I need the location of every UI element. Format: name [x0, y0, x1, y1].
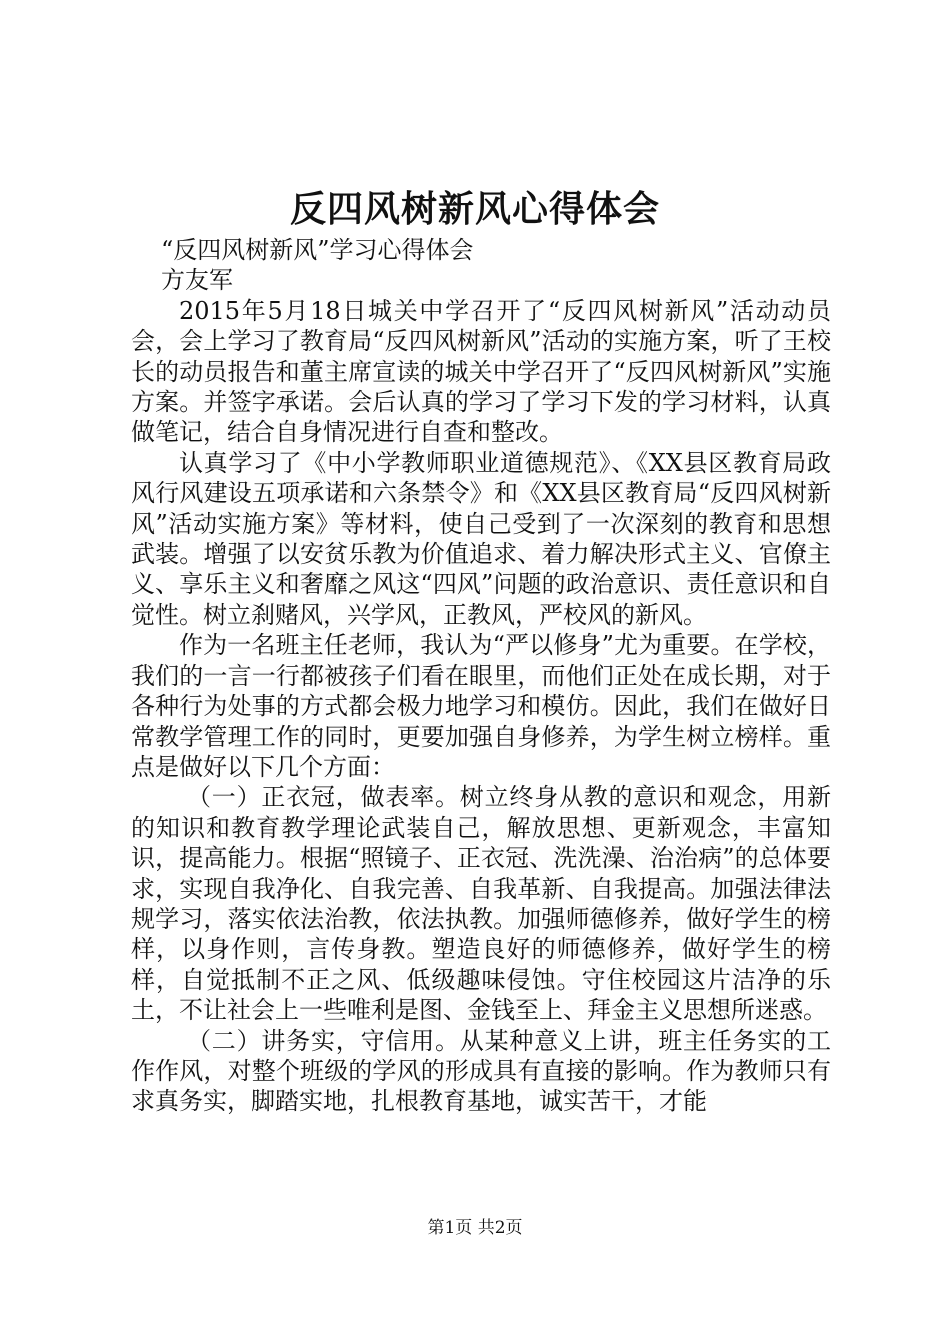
page-footer: 第1页 共2页: [427, 1218, 523, 1238]
paragraph-1: 2015年5月18日城关中学召开了“反四风树新风”活动动员会，会上学习了教育局“反四风树新风”活动的实施方案，听了王校长的动员报告和董主席宣读的城关中学召开了“反四风树新风”实施方案。并签字承诺。会后认真的学习了学习下发的学习材料，认真做笔记，结合自身情况进行自查和整改。: [131, 296, 831, 447]
paragraph-5: （二）讲务实，守信用。从某种意义上讲，班主任务实的工作作风，对整个班级的学风的形成具有直接的影响。作为教师只有求真务实，脚踏实地，扎根教育基地，诚实苦干，才能: [131, 1026, 831, 1116]
document-title: 反四风树新风心得体会: [289, 188, 660, 230]
paragraph-4: （一）正衣冠，做表率。树立终身从教的意识和观念，用新的知识和教育教学理论武装自己，解放思想、更新观念，丰富知识，提高能力。根据“照镜子、正衣冠、洗洗澡、治治病”的总体要求，实现自我净化、自我完善、自我革新、自我提高。加强法律法规学习，落实依法治教，依法执教。加强师德修养，做好学生的榜样，以身作则，言传身教。塑造良好的师德修养，做好学生的榜样，自觉抵制不正之风、低级趣味侵蚀。守住校园这片洁净的乐土，不让社会上一些唯利是图、金钱至上、拜金主义思想所迷惑。: [131, 783, 831, 1025]
paragraph-3: 作为一名班主任老师，我认为“严以修身”尤为重要。在学校，我们的一言一行都被孩子们看在眼里，而他们正处在成长期，对于各种行为处事的方式都会极力地学习和模仿。因此，我们在做好日常教学管理工作的同时，更要加强自身修养，为学生树立榜样。重点是做好以下几个方面：: [131, 631, 831, 781]
document-author: 方友军: [161, 266, 233, 295]
document-subtitle: “反四风树新风”学习心得体会: [161, 236, 474, 264]
paragraph-2: 认真学习了《中小学教师职业道德规范》、《XX县区教育局政风行风建设五项承诺和六条禁令》和《XX县区教育局“反四风树新风”活动实施方案》等材料，使自己受到了一次深刻的教育和思想武装。增强了以安贫乐教为价值追求、着力解决形式主义、官僚主义、享乐主义和奢靡之风这“四风”问题的政治意识、责任意识和自觉性。树立刹赌风，兴学风，正教风，严校风的新风。: [131, 448, 831, 629]
document-body: [131, 235, 831, 1117]
